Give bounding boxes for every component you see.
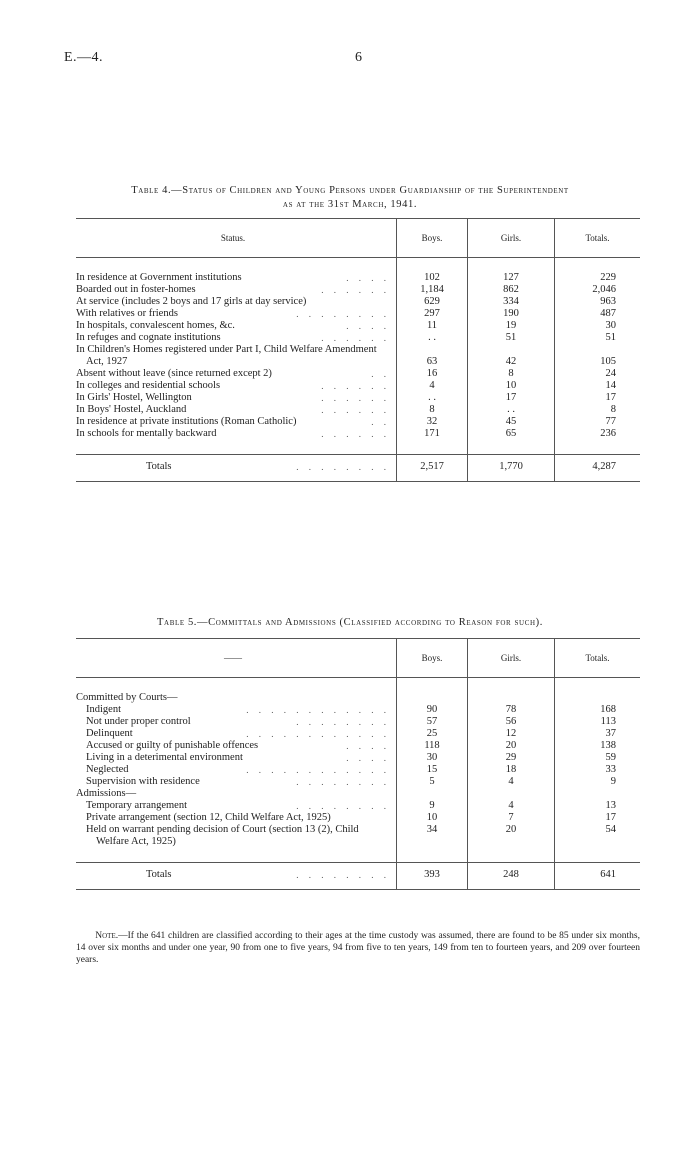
cell-boys: 63 bbox=[397, 344, 468, 368]
table4-head-totals: Totals. bbox=[555, 219, 641, 258]
row-label: Indigent bbox=[86, 704, 121, 715]
cell-totals: 168 bbox=[555, 704, 641, 716]
cell-totals: 54 bbox=[555, 824, 641, 848]
row-label: At service (includes 2 boys and 17 girls at day service) bbox=[76, 296, 307, 307]
row-label: In residence at private institutions (Roman Catholic) bbox=[76, 416, 297, 427]
row-label: Delinquent bbox=[86, 728, 133, 739]
row-label: Accused or guilty of punishable offences bbox=[86, 740, 259, 751]
cell-totals: 641 bbox=[555, 863, 641, 890]
cell-girls: 78 bbox=[468, 704, 555, 716]
row-leader-dots: . . . . . . . . bbox=[296, 462, 390, 472]
row-leader-dots: . . . . . . . . . . . . bbox=[246, 765, 390, 775]
cell-totals: 487 bbox=[555, 308, 641, 320]
row-leader-dots: . . . . . . . . . . . . bbox=[246, 705, 390, 715]
table4-row bbox=[76, 344, 640, 368]
table4-head-boys: Boys. bbox=[397, 219, 468, 258]
cell-boys: 118 bbox=[397, 740, 468, 752]
row-label: In refuges and cognate institutions bbox=[76, 332, 221, 343]
cell-totals: 113 bbox=[555, 716, 641, 728]
row-leader-dots: . . . . . . . . . . . . bbox=[246, 729, 390, 739]
cell-boys: 25 bbox=[397, 728, 468, 740]
cell-totals: 33 bbox=[555, 764, 641, 776]
row-leader-dots: . . . . bbox=[346, 321, 390, 331]
table5-row bbox=[76, 812, 640, 824]
table4-row bbox=[76, 308, 640, 320]
table5-row bbox=[76, 776, 640, 788]
table4-row bbox=[76, 380, 640, 392]
page-number: 6 bbox=[355, 50, 362, 65]
row-leader-dots: . . . . bbox=[346, 753, 390, 763]
row-label: In schools for mentally backward bbox=[76, 428, 217, 439]
cell-totals: 105 bbox=[555, 344, 641, 368]
row-leader-dots: . . . . . . bbox=[321, 393, 390, 403]
cell-boys: 30 bbox=[397, 752, 468, 764]
cell-totals: 8 bbox=[555, 404, 641, 416]
cell-boys: 5 bbox=[397, 776, 468, 788]
cell-boys: 171 bbox=[397, 428, 468, 440]
row-leader-dots: . . . . . . . . bbox=[296, 717, 390, 727]
table5-row bbox=[76, 704, 640, 716]
cell-boys: 629 bbox=[397, 296, 468, 308]
table4-row bbox=[76, 332, 640, 344]
row-label: Private arrangement (section 12, Child Welfare Act, 1925) bbox=[86, 812, 331, 823]
cell-totals: 17 bbox=[555, 392, 641, 404]
row-label: In Children's Homes registered under Part I, Child Welfare Amendment Act, 1927 bbox=[76, 344, 377, 367]
table5-row bbox=[76, 824, 640, 848]
cell-totals: 30 bbox=[555, 320, 641, 332]
cell-boys: 297 bbox=[397, 308, 468, 320]
cell-boys: 1,184 bbox=[397, 284, 468, 296]
cell-totals: 2,046 bbox=[555, 284, 641, 296]
cell-girls: 12 bbox=[468, 728, 555, 740]
row-label: In colleges and residential schools bbox=[76, 380, 221, 391]
cell-totals: 963 bbox=[555, 296, 641, 308]
table4-totals-row bbox=[76, 455, 640, 482]
cell-girls: . . bbox=[468, 404, 555, 416]
table4 bbox=[76, 218, 640, 482]
row-label: Temporary arrangement bbox=[86, 800, 188, 811]
row-label: Totals bbox=[146, 869, 172, 880]
cell-totals: 14 bbox=[555, 380, 641, 392]
row-leader-dots: . . . . . . . . bbox=[296, 870, 390, 880]
cell-girls: 862 bbox=[468, 284, 555, 296]
cell-girls: 51 bbox=[468, 332, 555, 344]
note-text: —If the 641 children are classified according to their ages at the time custody was assumed, there are found to be 85 under six months, 14 over six months and under one year, 90 from one to five years, 94 from five to ten years, 149 from ten to fourteen years, and 209 over fourteen years. bbox=[76, 931, 640, 965]
cell-totals: 37 bbox=[555, 728, 641, 740]
table4-head-status: Status. bbox=[76, 219, 397, 258]
table5-row bbox=[76, 800, 640, 812]
cell-boys: 32 bbox=[397, 416, 468, 428]
cell-girls: 190 bbox=[468, 308, 555, 320]
table5-title: Table 5.—Committals and Admissions (Classified according to Reason for such). bbox=[157, 617, 543, 628]
cell-boys: 90 bbox=[397, 704, 468, 716]
cell-boys: . . bbox=[397, 392, 468, 404]
cell-boys: 10 bbox=[397, 812, 468, 824]
table4-row bbox=[76, 416, 640, 428]
row-leader-dots: . . . . bbox=[346, 741, 390, 751]
table5-group-courts bbox=[76, 692, 640, 704]
table4-row bbox=[76, 296, 640, 308]
row-label: In Girls' Hostel, Wellington bbox=[76, 392, 192, 403]
table5-row bbox=[76, 740, 640, 752]
row-leader-dots: . . . . . . . . bbox=[296, 777, 390, 787]
document-reference: E.—4. bbox=[64, 50, 104, 65]
row-label: In hospitals, convalescent homes, &c. bbox=[76, 320, 235, 331]
table5-row bbox=[76, 716, 640, 728]
cell-totals: 4,287 bbox=[555, 455, 641, 482]
cell-boys: 4 bbox=[397, 380, 468, 392]
table5-totals-row bbox=[76, 863, 640, 890]
table4-row bbox=[76, 272, 640, 284]
row-leader-dots: . . . . . . bbox=[321, 405, 390, 415]
cell-girls: 45 bbox=[468, 416, 555, 428]
row-leader-dots: . . bbox=[371, 417, 390, 427]
table5-row bbox=[76, 752, 640, 764]
cell-girls: 65 bbox=[468, 428, 555, 440]
row-leader-dots: . . . . . . . . bbox=[296, 801, 390, 811]
table5-row bbox=[76, 764, 640, 776]
table5-row bbox=[76, 728, 640, 740]
cell-totals: 138 bbox=[555, 740, 641, 752]
cell-boys: 9 bbox=[397, 800, 468, 812]
cell-boys: 15 bbox=[397, 764, 468, 776]
cell-girls: 42 bbox=[468, 344, 555, 368]
cell-totals: 24 bbox=[555, 368, 641, 380]
table5-head-label: —— bbox=[76, 639, 397, 678]
row-leader-dots: . . . . . . bbox=[321, 429, 390, 439]
table4-title-line2: as at the 31st March, 1941. bbox=[282, 199, 418, 210]
row-leader-dots: . . . . . . bbox=[321, 285, 390, 295]
cell-girls: 4 bbox=[468, 776, 555, 788]
cell-girls: 248 bbox=[468, 863, 555, 890]
table5-head-girls: Girls. bbox=[468, 639, 555, 678]
cell-girls: 19 bbox=[468, 320, 555, 332]
row-leader-dots: . . . . . . bbox=[321, 381, 390, 391]
table5 bbox=[76, 638, 640, 890]
cell-boys: 2,517 bbox=[397, 455, 468, 482]
cell-girls: 7 bbox=[468, 812, 555, 824]
cell-boys: 8 bbox=[397, 404, 468, 416]
cell-girls: 334 bbox=[468, 296, 555, 308]
cell-boys: 11 bbox=[397, 320, 468, 332]
cell-girls: 17 bbox=[468, 392, 555, 404]
cell-totals: 51 bbox=[555, 332, 641, 344]
row-label: Held on warrant pending decision of Court (section 13 (2), Child Welfare Act, 1925) bbox=[86, 824, 359, 847]
row-leader-dots: . . . . . . bbox=[321, 333, 390, 343]
note-lead: Note. bbox=[95, 931, 119, 941]
cell-boys: 57 bbox=[397, 716, 468, 728]
table5-note bbox=[76, 930, 640, 966]
cell-girls: 18 bbox=[468, 764, 555, 776]
cell-boys: 393 bbox=[397, 863, 468, 890]
table4-row bbox=[76, 284, 640, 296]
table4-row bbox=[76, 428, 640, 440]
row-leader-dots: . . bbox=[371, 369, 390, 379]
cell-totals: 59 bbox=[555, 752, 641, 764]
table4-row bbox=[76, 392, 640, 404]
table4-title-line1: Table 4.—Status of Children and Young Persons under Guardianship of the Superintendent bbox=[131, 185, 569, 196]
row-label: In residence at Government institutions bbox=[76, 272, 242, 283]
table5-group-courts-label: Committed by Courts— bbox=[76, 692, 178, 703]
table4-title bbox=[60, 184, 640, 212]
row-label: Absent without leave (since returned except 2) bbox=[76, 368, 272, 379]
cell-girls: 56 bbox=[468, 716, 555, 728]
table5-head-totals: Totals. bbox=[555, 639, 641, 678]
row-label: Supervision with residence bbox=[86, 776, 200, 787]
cell-girls: 127 bbox=[468, 272, 555, 284]
cell-girls: 1,770 bbox=[468, 455, 555, 482]
row-label: Neglected bbox=[86, 764, 129, 775]
cell-girls: 4 bbox=[468, 800, 555, 812]
cell-girls: 20 bbox=[468, 824, 555, 848]
cell-totals: 17 bbox=[555, 812, 641, 824]
cell-boys: 16 bbox=[397, 368, 468, 380]
row-label: Boarded out in foster-homes bbox=[76, 284, 196, 295]
row-label: In Boys' Hostel, Auckland bbox=[76, 404, 187, 415]
row-label: Living in a deterimental environment bbox=[86, 752, 243, 763]
table4-row bbox=[76, 320, 640, 332]
table5-group-admissions bbox=[76, 788, 640, 800]
row-leader-dots: . . . . bbox=[346, 273, 390, 283]
cell-girls: 8 bbox=[468, 368, 555, 380]
cell-totals: 229 bbox=[555, 272, 641, 284]
cell-totals: 13 bbox=[555, 800, 641, 812]
table5-head-boys: Boys. bbox=[397, 639, 468, 678]
table5-group-admissions-label: Admissions— bbox=[76, 788, 137, 799]
cell-boys: 34 bbox=[397, 824, 468, 848]
cell-girls: 10 bbox=[468, 380, 555, 392]
cell-boys: 102 bbox=[397, 272, 468, 284]
row-label: Totals bbox=[146, 461, 172, 472]
row-leader-dots: . . . . . . . . bbox=[296, 309, 390, 319]
cell-girls: 29 bbox=[468, 752, 555, 764]
table4-row bbox=[76, 404, 640, 416]
cell-totals: 236 bbox=[555, 428, 641, 440]
cell-girls: 20 bbox=[468, 740, 555, 752]
cell-boys: . . bbox=[397, 332, 468, 344]
cell-totals: 9 bbox=[555, 776, 641, 788]
row-label: Not under proper control bbox=[86, 716, 191, 727]
table4-head-girls: Girls. bbox=[468, 219, 555, 258]
cell-totals: 77 bbox=[555, 416, 641, 428]
row-label: With relatives or friends bbox=[76, 308, 178, 319]
table4-row bbox=[76, 368, 640, 380]
